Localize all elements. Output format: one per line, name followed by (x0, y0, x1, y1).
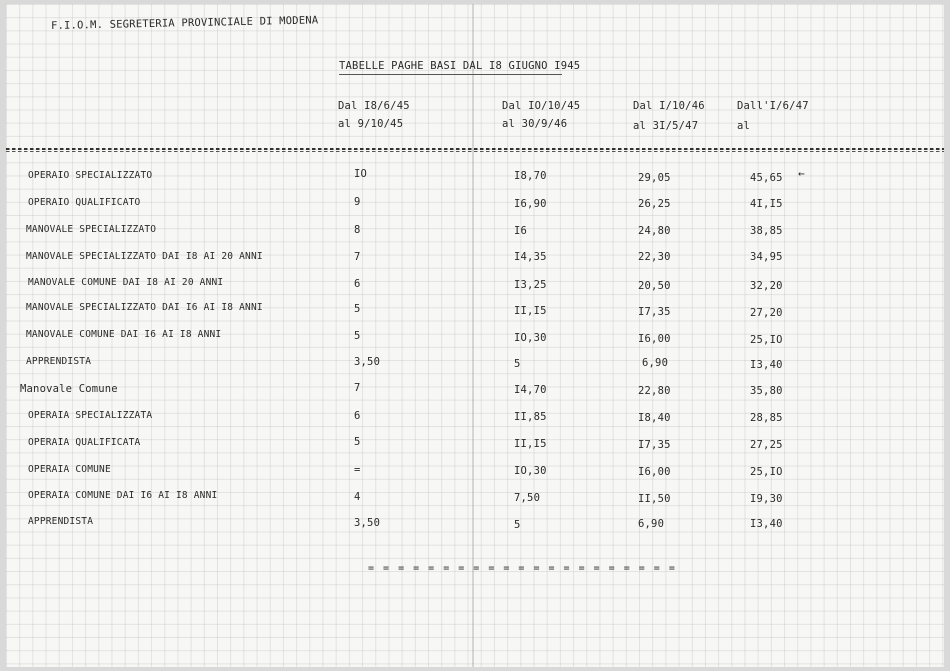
title-underline (339, 74, 562, 75)
cell-period-1: 3,50 (354, 356, 381, 368)
cell-period-1: 9 (354, 196, 361, 208)
cell-period-2: I6,90 (514, 198, 547, 210)
cell-period-1: 5 (354, 330, 361, 342)
cell-period-3: 6,90 (642, 357, 669, 369)
cell-period-3: I6,00 (638, 333, 671, 345)
cell-period-4: 38,85 (750, 225, 783, 237)
cell-period-4: I3,40 (750, 518, 783, 530)
cell-period-1: 3,50 (354, 517, 381, 529)
cell-period-1: 6 (354, 278, 361, 290)
cell-period-1: 6 (354, 410, 361, 422)
period-4-from: Dall'I/6/47 (737, 100, 809, 112)
cell-period-3: 20,50 (638, 280, 671, 292)
cell-period-1: 7 (354, 382, 361, 394)
cell-period-4: 27,25 (750, 439, 783, 451)
cell-period-2: II,I5 (514, 305, 547, 317)
cell-period-1: 5 (354, 303, 361, 315)
cell-period-4: I9,30 (750, 493, 783, 505)
cell-period-3: I8,40 (638, 412, 671, 424)
cell-period-3: I6,00 (638, 466, 671, 478)
cell-period-1: 7 (354, 251, 361, 263)
separator-line (6, 148, 944, 150)
row-label: MANOVALE COMUNE DAI I6 AI I8 ANNI (26, 329, 222, 340)
period-1-from: Dal I8/6/45 (338, 100, 410, 112)
cell-period-2: 5 (514, 358, 521, 370)
separator-line-secondary (6, 151, 944, 152)
cell-period-2: IO,30 (514, 332, 547, 344)
row-label: Manovale Comune (20, 383, 118, 395)
cell-period-4: 28,85 (750, 412, 783, 424)
cell-period-4: 34,95 (750, 251, 783, 263)
cell-period-2: II,I5 (514, 438, 547, 450)
cell-period-1: IO (354, 168, 368, 180)
row-label: OPERAIO QUALIFICATO (28, 197, 141, 208)
cell-period-3: 22,30 (638, 251, 671, 263)
row-label: APPRENDISTA (28, 516, 94, 527)
period-3-to: al 3I/5/47 (633, 120, 699, 132)
cell-period-2: II,85 (514, 411, 547, 423)
cell-period-2: 5 (514, 519, 521, 531)
cell-period-3: 26,25 (638, 198, 671, 210)
cell-period-2: IO,30 (514, 465, 547, 477)
row-label: OPERAIO SPECIALIZZATO (28, 170, 153, 181)
cell-period-4: 25,IO (750, 466, 783, 478)
row-label: MANOVALE SPECIALIZZATO DAI I8 AI 20 ANNI (26, 251, 263, 262)
end-of-table-marks: = = = = = = = = = = = = = = = = = = = = = (368, 563, 677, 574)
period-4-to: al (737, 120, 751, 132)
row-label: MANOVALE COMUNE DAI I8 AI 20 ANNI (28, 277, 224, 288)
cell-period-3: I7,35 (638, 439, 671, 451)
cell-period-3: I7,35 (638, 306, 671, 318)
handwritten-arrow-mark: ← (798, 167, 805, 180)
period-2-to: al 30/9/46 (502, 118, 568, 130)
cell-period-3: 29,05 (638, 172, 671, 184)
row-label: MANOVALE SPECIALIZZATO (26, 224, 157, 235)
organization-header: F.I.O.M. SEGRETERIA PROVINCIALE DI MODENA (50, 14, 319, 32)
cell-period-2: I6 (514, 225, 528, 237)
cell-period-2: I4,70 (514, 384, 547, 396)
cell-period-3: 24,80 (638, 225, 671, 237)
row-label: MANOVALE SPECIALIZZATO DAI I6 AI I8 ANNI (26, 302, 263, 313)
row-label: OPERAIA COMUNE (28, 464, 111, 475)
row-label: APPRENDISTA (26, 356, 92, 367)
cell-period-4: 45,65 (750, 172, 783, 184)
row-label: OPERAIA QUALIFICATA (28, 437, 141, 448)
cell-period-1: 8 (354, 224, 361, 236)
cell-period-4: I3,40 (750, 359, 783, 371)
cell-period-2: 7,50 (514, 492, 541, 504)
row-label: OPERAIA COMUNE DAI I6 AI I8 ANNI (28, 490, 218, 501)
cell-period-3: 22,80 (638, 385, 671, 397)
period-3-from: Dal I/10/46 (633, 100, 705, 112)
period-2-from: Dal IO/10/45 (502, 100, 581, 112)
cell-period-2: I3,25 (514, 279, 547, 291)
cell-period-3: II,50 (638, 493, 671, 505)
cell-period-1: = (354, 464, 361, 476)
cell-period-1: 4 (354, 491, 361, 503)
document-title: TABELLE PAGHE BASI DAL I8 GIUGNO I945 (339, 60, 581, 72)
cell-period-4: 4I,I5 (750, 198, 783, 210)
cell-period-4: 27,20 (750, 307, 783, 319)
document-sheet (6, 4, 944, 667)
cell-period-2: I8,70 (514, 170, 547, 182)
cell-period-2: I4,35 (514, 251, 547, 263)
row-label: OPERAIA SPECIALIZZATA (28, 410, 153, 421)
cell-period-1: 5 (354, 436, 361, 448)
cell-period-3: 6,90 (638, 518, 665, 530)
cell-period-4: 25,IO (750, 334, 783, 346)
period-1-to: al 9/10/45 (338, 118, 404, 130)
cell-period-4: 35,80 (750, 385, 783, 397)
cell-period-4: 32,20 (750, 280, 783, 292)
